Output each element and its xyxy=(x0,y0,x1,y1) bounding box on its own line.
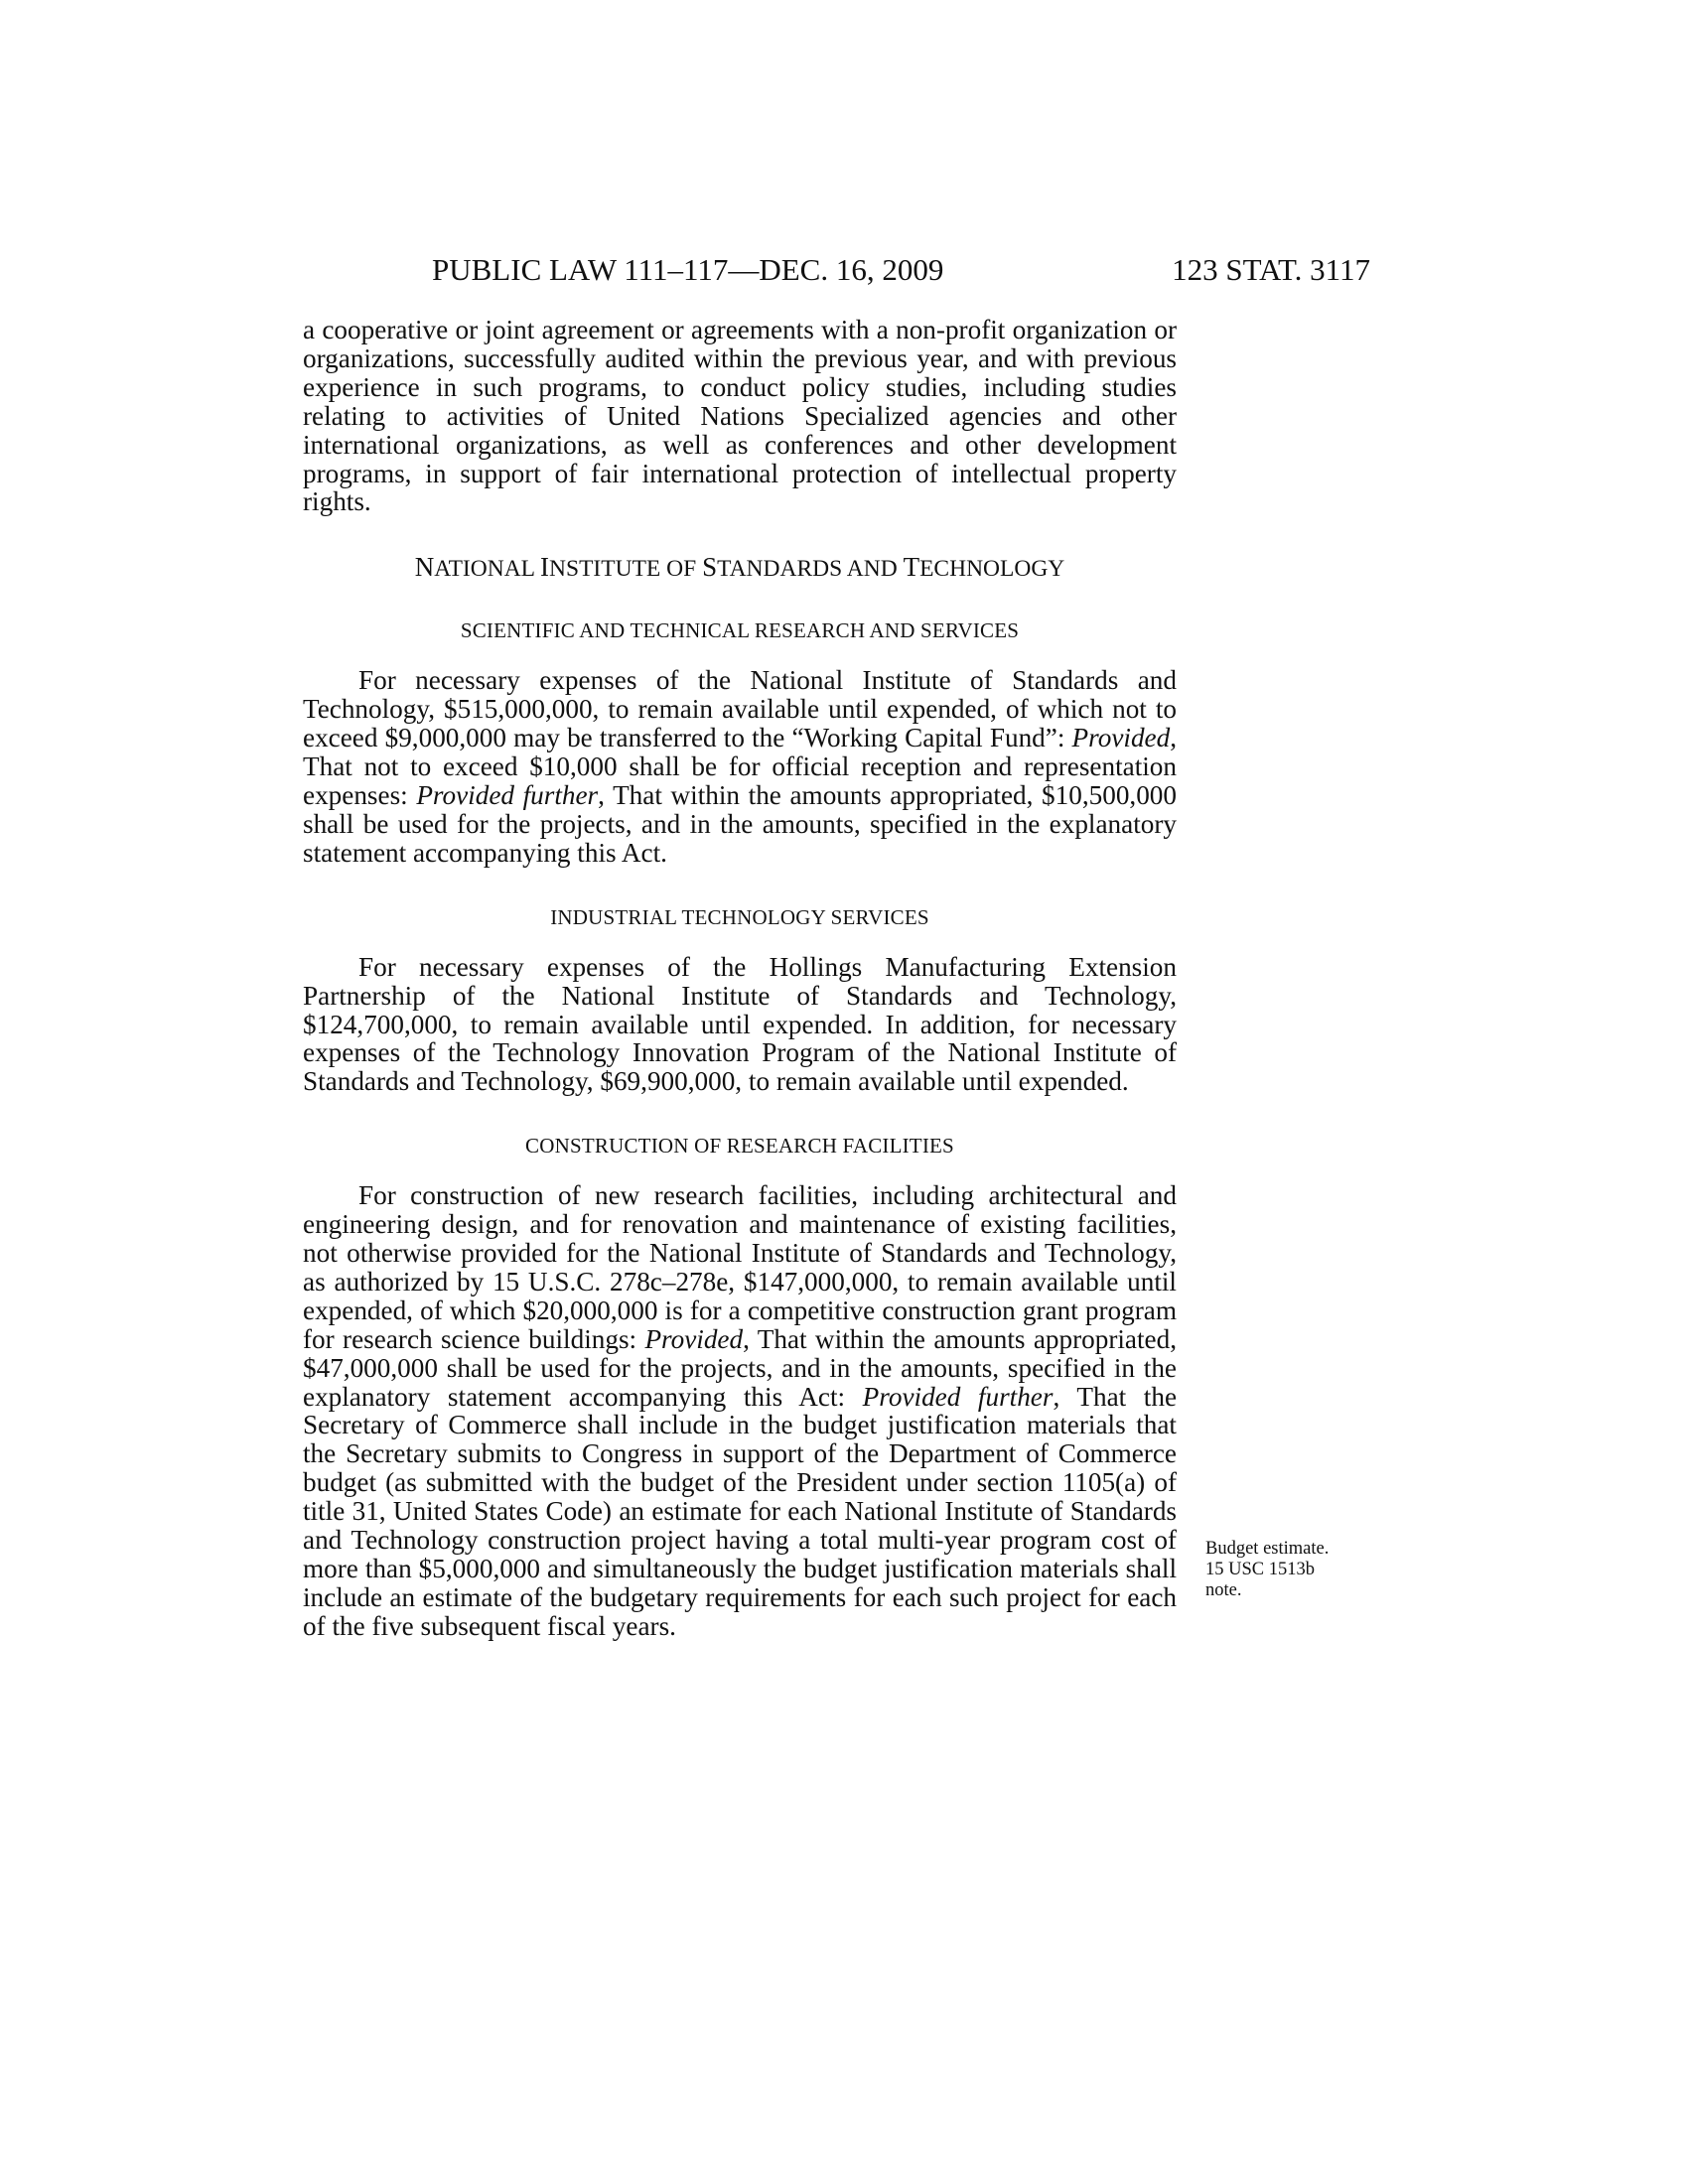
marginal-note-line: Budget estimate. xyxy=(1205,1539,1330,1559)
statute-page-number: 123 STAT. 3117 xyxy=(1172,252,1370,287)
marginal-note-line: note. xyxy=(1205,1580,1242,1600)
intro-paragraph: a cooperative or joint agreement or agreements with a non-profit organization or organizations, successfully audited within the previous year, and with previous experience in such programs, to conduct policy studies, including studies relating to activities of United Nations Specialized agencies and other international organizations, as well as conferences and other development programs, in support of fair international protection of intellectual property rights. xyxy=(303,315,1177,517)
section-heading-scientific-research: SCIENTIFIC AND TECHNICAL RESEARCH AND SERVICES xyxy=(460,618,1020,643)
section-paragraph-construction: For construction of new research facilities, including architectural and engineering design, and for renovation and maintenance of existing facilities, not otherwise provided for the National Institute of Standards and Technology, as authorized by 15 U.S.C. 278c–278e, $147,000,000, to remain available until expended, of which $20,000,000 is for a competitive construction grant program for research science buildings: Provided, That within the amounts appropriated, $47,000,000 shall be used for the projects, and in the amounts, specified in the explanatory statement accompanying this Act: Provided further, That the Secretary of Commerce shall include in the budget justification materials that the Secretary submits to Congress in support of the Department of Commerce budget (as submitted with the budget of the President under section 1105(a) of title 31, United States Code) an estimate for each National Institute of Standards and Technology construction project having a total multi-year program cost of more than $5,000,000 and simultaneously the budget justification materials shall include an estimate of the budgetary requirements for each such project for each of the five subsequent fiscal years. xyxy=(303,1180,1178,1641)
section-heading-construction: CONSTRUCTION OF RESEARCH FACILITIES xyxy=(525,1134,954,1159)
agency-heading-nist: NATIONAL INSTITUTE OF STANDARDS AND TECHNOLOGY xyxy=(414,552,1065,583)
running-header xyxy=(303,250,1370,290)
section-paragraph-scientific-research: For necessary expenses of the National Institute of Standards and Technology, $515,000,000, to remain available until expended, of which not to exceed $9,000,000 may be transferred to the “Working Capital Fund”: Provided, That not to exceed $10,000 shall be for official reception and representation expenses: Provided further, That within the amounts appropriated, $10,500,000 shall be used for the projects, and in the amounts, specified in the explanatory statement accompanying this Act. xyxy=(303,665,1177,868)
section-heading-industrial-technology: INDUSTRIAL TECHNOLOGY SERVICES xyxy=(550,904,929,929)
marginal-note-line: 15 USC 1513b xyxy=(1205,1560,1315,1579)
marginal-note xyxy=(1205,1539,1384,1601)
page-body xyxy=(303,316,1177,1641)
section-paragraph-industrial-technology: For necessary expenses of the Hollings Manufacturing Extension Partnership of the National Institute of Standards and Technology, $124,700,000, to remain available until expended. In addition, for necessary expenses of the Technology Innovation Program of the National Institute of Standards and Technology, $69,900,000, to remain available until expended. xyxy=(303,951,1177,1097)
public-law-citation: PUBLIC LAW 111–117—DEC. 16, 2009 xyxy=(432,252,944,287)
